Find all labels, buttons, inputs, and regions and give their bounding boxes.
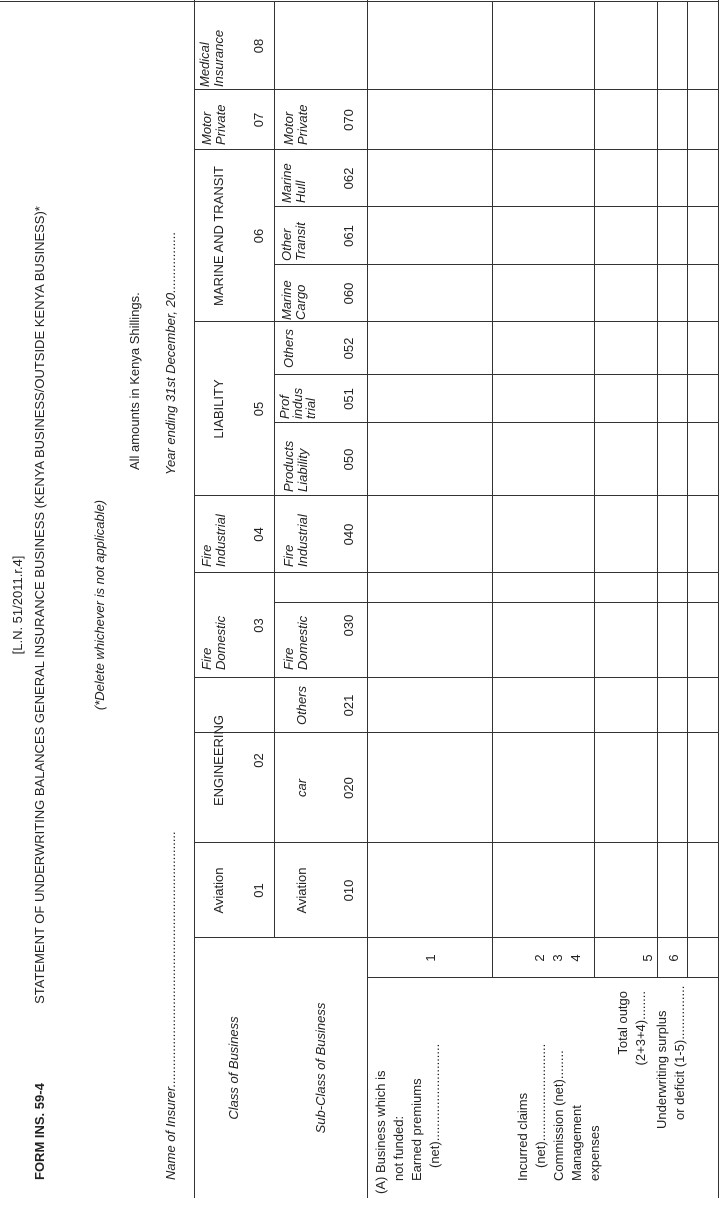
- subclass-car: car: [293, 778, 309, 798]
- subclass-marine-hull: Marine Hull: [279, 163, 308, 203]
- class-code: 05: [251, 401, 266, 417]
- form-title: STATEMENT OF UNDERWRITING BALANCES GENERAL INSURANCE BUSINESS (KENYA BUSINESS/OUTSIDE KENYA BUSINESS)*: [32, 206, 47, 1004]
- amounts-note: All amounts in Kenya Shillings.: [127, 292, 142, 470]
- row-number: 3: [550, 954, 565, 962]
- row-number: 6: [666, 954, 681, 962]
- subclass-fire-domestic: Fire Domestic: [281, 615, 310, 670]
- subclass-code: 040: [340, 523, 356, 546]
- subclass-code: 030: [340, 614, 356, 637]
- citation: [L.N. 51/2011.r.4]: [10, 555, 25, 655]
- subclass-code: 070: [340, 109, 356, 131]
- row-label-5: Total outgo (2+3+4)........: [615, 991, 648, 1066]
- subclass-code: 050: [340, 448, 356, 471]
- subclass-code: 020: [340, 777, 356, 799]
- subclass-prof-industrial: Prof indus trial: [277, 387, 318, 419]
- subclass-other-transit: Other Transit: [279, 222, 308, 261]
- class-code: 03: [251, 618, 266, 633]
- subclass-code: 010: [340, 879, 356, 902]
- class-motor-private: Motor Private: [199, 104, 228, 145]
- class-fire-domestic: Fire Domestic: [199, 615, 228, 670]
- class-code: 04: [251, 527, 266, 542]
- subclass-code: 060: [340, 282, 356, 305]
- class-aviation: Aviation: [211, 867, 226, 914]
- subclass-code: 052: [340, 337, 356, 360]
- class-medical-insurance: Medical Insurance: [197, 29, 226, 87]
- class-code: 02: [251, 753, 266, 768]
- subclass-marine-cargo: Marine Cargo: [279, 280, 308, 320]
- row-label-1: (A) Business which is not funded: Earned premiums (net)...........................: [373, 1043, 442, 1194]
- insurer-name-label: Name of Insurer.......................................................................: [163, 830, 178, 1180]
- subclass-code: 062: [340, 167, 356, 190]
- class-code: 01: [251, 883, 266, 898]
- subclass-code: 021: [340, 694, 356, 717]
- subclass-others: Others: [281, 329, 296, 369]
- form-id: FORM INS. 59-4: [32, 1083, 47, 1180]
- class-engineering: ENGINEERING: [211, 715, 226, 807]
- year-ending: Year ending 31st December, 20.................: [163, 231, 178, 475]
- subclass-of-business-header: Sub-Class of Business: [312, 1002, 328, 1134]
- delete-note: (*Delete whichever is not applicable): [92, 499, 107, 711]
- class-of-business-header: Class of Business: [226, 1016, 241, 1120]
- subclass-code: 061: [340, 225, 356, 247]
- subclass-products-liability: Products Liability: [281, 440, 310, 492]
- row-number: 1: [423, 954, 438, 962]
- class-code: 07: [251, 112, 266, 128]
- class-marine-and-transit: MARINE AND TRANSIT: [211, 166, 226, 306]
- subclass-code: 051: [340, 388, 356, 410]
- row-number: 4: [568, 954, 583, 962]
- subclass-motor-private: Motor Private: [281, 104, 310, 145]
- class-fire-industrial: Fire Industrial: [199, 514, 228, 567]
- subclass-fire-industrial: Fire Industrial: [281, 514, 310, 567]
- class-code: 06: [251, 228, 266, 244]
- row-label-2: Incurred claims (net)...........................: [515, 1043, 548, 1181]
- class-code: 08: [251, 38, 266, 54]
- class-liability: LIABILITY: [211, 379, 226, 439]
- subclass-aviation: Aviation: [293, 867, 309, 914]
- row-label-3: Commission (net)........: [551, 1050, 566, 1181]
- row-number: 5: [640, 954, 655, 962]
- row-number: 2: [532, 954, 547, 962]
- subclass-others: Others: [293, 686, 309, 726]
- row-label-4: Management expenses: [569, 1105, 602, 1181]
- row-label-6: Underwriting surplus or deficit (1-5)...............: [654, 985, 687, 1129]
